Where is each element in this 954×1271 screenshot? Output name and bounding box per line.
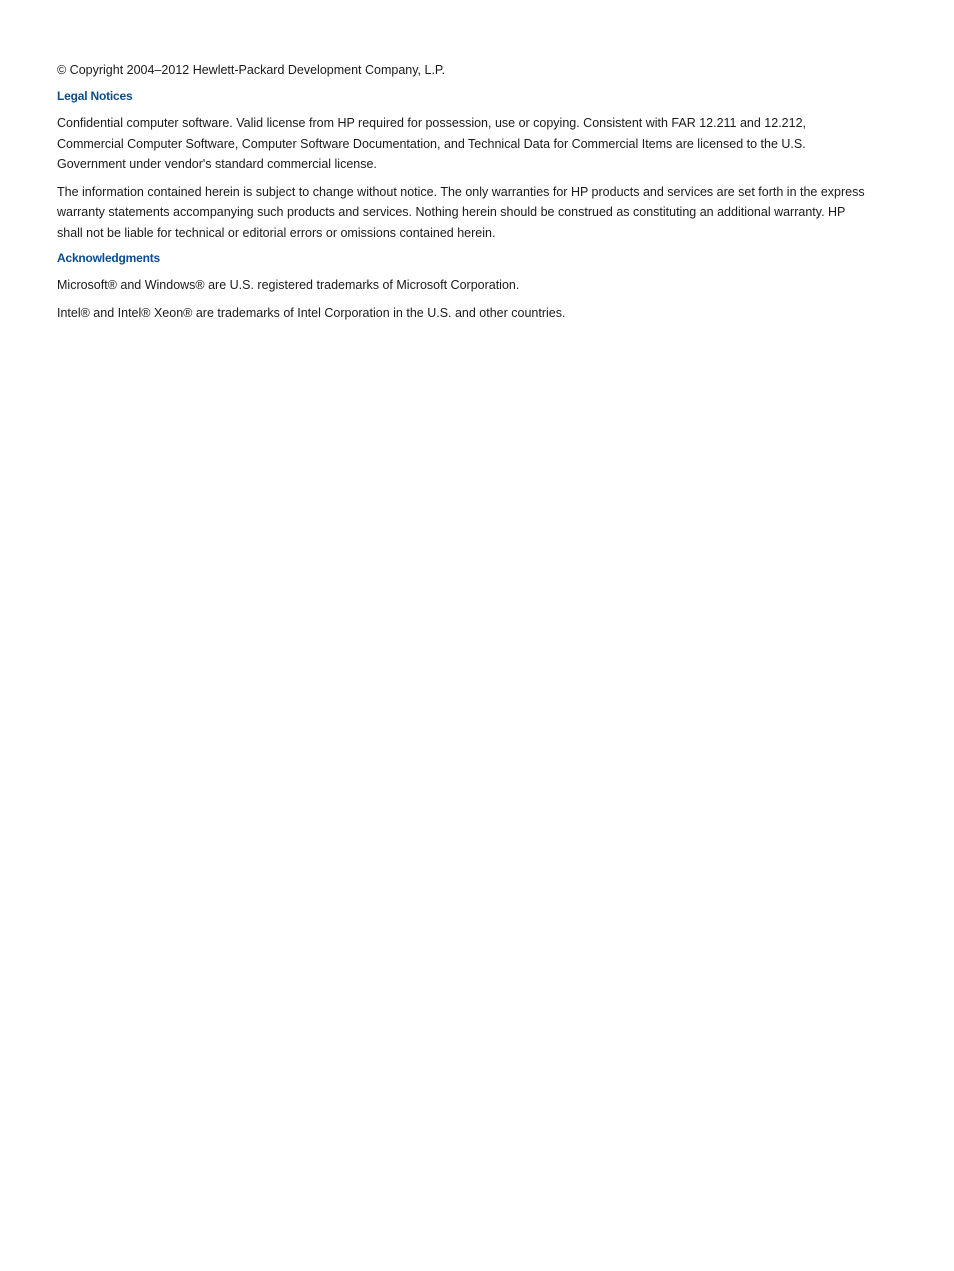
- legal-notices-paragraph-license: Confidential computer software. Valid license from HP required for possession, use or copying. Consistent with FAR 12.211 and 12.212, Commercial Computer Software, Computer Software Documentation, and Technical Data for Commercial Items are licensed to the U.S. Government under vendor's standard commercial license.: [57, 116, 807, 171]
- legal-notices-paragraph-warranty: The information contained herein is subject to change without notice. The only warranties for HP products and services are set forth in the express warranty statements accompanying such products and services. Nothing herein should be construed as constituting an additional warranty. HP shall not be liable for technical or editorial errors or omissions contained herein.: [57, 184, 865, 240]
- legal-notices-heading: Legal Notices: [57, 89, 133, 103]
- acknowledgments-paragraph-microsoft: Microsoft® and Windows® are U.S. registered trademarks of Microsoft Corporation.: [57, 278, 520, 292]
- acknowledgments-paragraph-intel: Intel® and Intel® Xeon® are trademarks of Intel Corporation in the U.S. and other countries.: [57, 305, 566, 320]
- acknowledgments-section: [57, 250, 874, 323]
- copyright-notice: © Copyright 2004–2012 Hewlett-Packard Development Company, L.P.: [57, 63, 446, 77]
- legal-notices-section: [57, 88, 874, 243]
- acknowledgments-heading: Acknowledgments: [57, 251, 161, 265]
